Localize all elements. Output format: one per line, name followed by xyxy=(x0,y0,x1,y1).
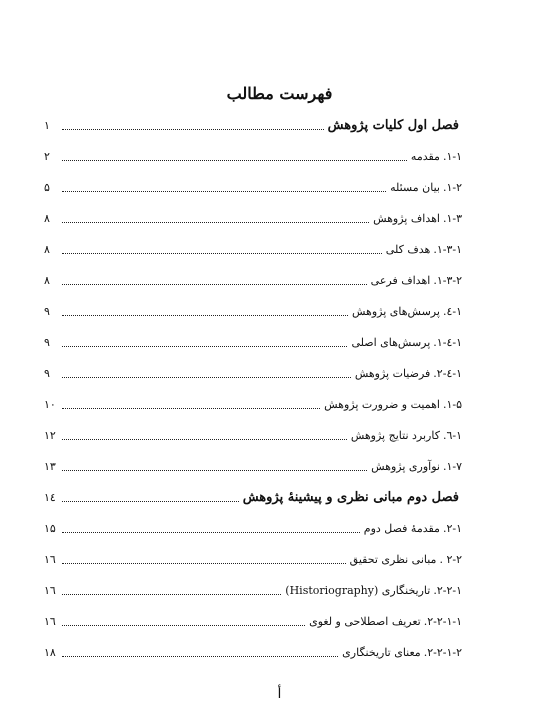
toc-entry-label: فصل اول کلیات پژوهش xyxy=(327,118,459,133)
toc-entry-number: ۱-۳. xyxy=(442,212,462,225)
dot-leader xyxy=(62,563,346,564)
toc-entry-page-number: ۲ xyxy=(44,150,50,163)
toc-entry-label: مبانی نظری تحقیق xyxy=(349,553,437,566)
toc-entry-label: مقدمه xyxy=(410,150,440,163)
toc-entry[interactable] xyxy=(44,265,462,296)
dot-leader xyxy=(62,470,367,471)
toc-entry-label: پرسش‌های پژوهش xyxy=(352,305,440,318)
toc-entry[interactable] xyxy=(44,141,462,172)
toc-entry-label: کاربرد نتایج پژوهش xyxy=(350,429,440,442)
dot-leader xyxy=(62,408,320,409)
toc-entry-label: فصل دوم مبانی نظری و پیشینۀ پژوهش xyxy=(242,490,459,505)
toc-entry[interactable] xyxy=(44,420,462,451)
toc-entry-page-number: ۱۰ xyxy=(44,398,56,411)
toc-entry-page-number: ۱ xyxy=(44,119,50,132)
toc-entry-page-number: ۱۲ xyxy=(44,429,56,442)
toc-entry[interactable] xyxy=(44,203,462,234)
toc-chapter-entry[interactable] xyxy=(44,110,462,141)
dot-leader xyxy=(62,346,347,347)
toc-entry-label: مقدمۀ فصل دوم xyxy=(363,522,440,535)
toc-entry[interactable] xyxy=(44,451,462,482)
toc-entry-page-number: ۹ xyxy=(44,367,50,380)
dot-leader xyxy=(62,129,324,130)
toc-entry-number: ۱-۱. xyxy=(442,150,462,163)
dot-leader xyxy=(62,315,348,316)
toc-entry-page-number: ۱۸ xyxy=(44,646,56,659)
toc-entry[interactable] xyxy=(44,389,462,420)
toc-entry-page-number: ۸ xyxy=(44,212,50,225)
dot-leader xyxy=(62,377,351,378)
toc-entry-number: ۲-۲-۱-۱. xyxy=(423,615,462,628)
toc-entry-label: بیان مسئله xyxy=(390,181,440,194)
toc-entry-page-number: ۱٦ xyxy=(44,615,56,628)
footer-page-number: أ xyxy=(277,686,282,702)
toc-entry-number: ۲-۱. xyxy=(442,522,462,535)
toc-entry[interactable] xyxy=(44,637,462,668)
dot-leader xyxy=(62,160,407,161)
toc-entry-number: ۱-۵. xyxy=(442,398,462,411)
toc-title: فهرست مطالب xyxy=(226,84,333,103)
toc-entry[interactable] xyxy=(44,327,462,358)
toc-entry-number: ۱-٦. xyxy=(442,429,462,442)
toc-entry[interactable] xyxy=(44,296,462,327)
dot-leader xyxy=(62,594,281,595)
dot-leader xyxy=(62,253,382,254)
toc-entry[interactable] xyxy=(44,513,462,544)
toc-entry-page-number: ۱٦ xyxy=(44,553,56,566)
toc-entry-number: ۱-۳-۲. xyxy=(433,274,462,287)
toc-entry-label: معنای تاریخنگاری xyxy=(342,646,421,659)
toc-entry-label: نوآوری پژوهش xyxy=(371,460,440,473)
toc-entry-number: ۱-٤-۱. xyxy=(433,336,462,349)
toc-entry-page-number: ۸ xyxy=(44,243,50,256)
toc-entry-label: پرسش‌های اصلی xyxy=(351,336,431,349)
toc-entry-number: ۲-۲-۱-۲. xyxy=(423,646,462,659)
dot-leader xyxy=(62,532,360,533)
dot-leader xyxy=(62,439,347,440)
toc-entry-label: اهمیت و ضرورت پژوهش xyxy=(324,398,440,411)
toc-entry[interactable] xyxy=(44,606,462,637)
toc-entry-number: ۱-۳-۱. xyxy=(433,243,462,256)
toc-entry[interactable] xyxy=(44,358,462,389)
toc-entry-number: ۱-٤. xyxy=(442,305,462,318)
toc-entry-number: ۱-۷. xyxy=(442,460,462,473)
dot-leader xyxy=(62,284,367,285)
toc-entry-number: ۱-٤-۲. xyxy=(433,367,462,380)
dot-leader xyxy=(62,191,386,192)
toc-entry-number: ۱-۲. xyxy=(442,181,462,194)
toc-entry-label: اهداف پژوهش xyxy=(373,212,440,225)
toc-entry-page-number: ۹ xyxy=(44,305,50,318)
toc-entry-page-number: ۱۵ xyxy=(44,522,56,535)
toc-entry-label: تعریف اصطلاحی و لغوی xyxy=(309,615,421,628)
toc-entry-page-number: ۸ xyxy=(44,274,50,287)
toc-entry-label: اهداف فرعی xyxy=(370,274,431,287)
toc-entry-label: هدف کلی xyxy=(385,243,431,256)
dot-leader xyxy=(62,625,305,626)
toc-chapter-entry[interactable] xyxy=(44,482,462,513)
toc-entry-label: فرضیات پژوهش xyxy=(354,367,431,380)
toc-entry-number: ۲-۲-۱. xyxy=(433,584,462,597)
toc-entry[interactable] xyxy=(44,575,462,606)
toc-entry[interactable] xyxy=(44,544,462,575)
toc-entry[interactable] xyxy=(44,172,462,203)
toc-entry-page-number: ۱٤ xyxy=(44,491,56,504)
toc-list xyxy=(44,110,462,668)
toc-entry-page-number: ۱٦ xyxy=(44,584,56,597)
toc-entry-label: تاریخنگاری (Historiography) xyxy=(285,584,431,597)
toc-entry-number: ۲-۲ . xyxy=(439,553,462,566)
dot-leader xyxy=(62,501,239,502)
dot-leader xyxy=(62,656,338,657)
dot-leader xyxy=(62,222,369,223)
toc-entry-page-number: ۱۳ xyxy=(44,460,56,473)
toc-entry-page-number: ۹ xyxy=(44,336,50,349)
toc-entry[interactable] xyxy=(44,234,462,265)
toc-entry-page-number: ۵ xyxy=(44,181,50,194)
